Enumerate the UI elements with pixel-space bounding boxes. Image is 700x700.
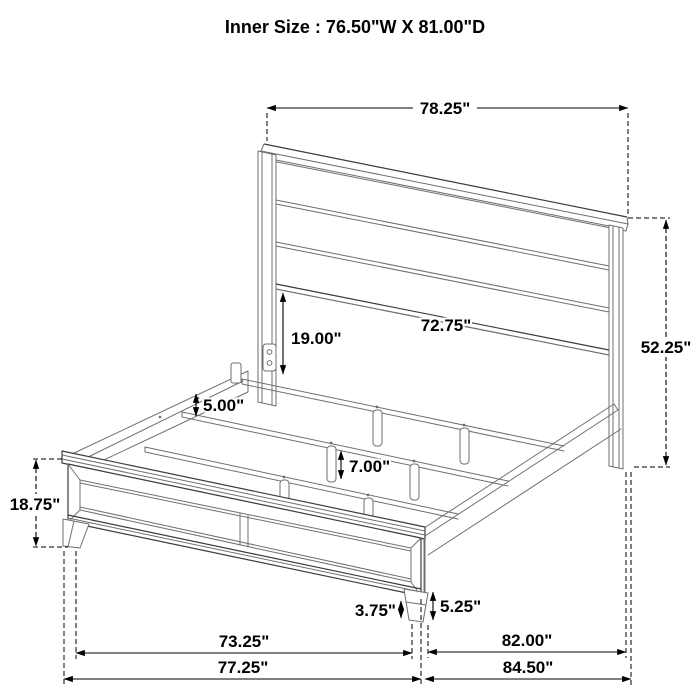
dim-support-leg-height xyxy=(341,451,390,479)
support-leg xyxy=(410,464,419,500)
dim-headboard-post-to-rail xyxy=(283,293,342,374)
dim-label-post-to-rail: 19.00" xyxy=(291,329,342,348)
dim-label-overall-length: 84.50" xyxy=(502,658,554,677)
rail-cleat-line xyxy=(80,381,243,461)
dim-footboard-height xyxy=(3,459,68,547)
dim-label-foot-height: 5.25" xyxy=(440,597,482,616)
dim-foot-height xyxy=(433,592,481,620)
side-rail-right xyxy=(421,404,621,555)
headboard xyxy=(258,144,628,469)
slat-2 xyxy=(182,412,508,486)
dim-label-support-leg-height: 7.00" xyxy=(349,457,391,476)
dim-label-foot-cap-height: 3.75" xyxy=(354,601,396,620)
screw-dot xyxy=(159,416,162,419)
dim-label-headboard-height: 52.25" xyxy=(640,338,692,357)
footboard-foot-left xyxy=(63,519,89,548)
dim-headboard-height xyxy=(628,218,698,467)
footboard-panel xyxy=(68,464,421,596)
dim-label-footboard-inner-width: 73.25" xyxy=(218,632,270,651)
rail-hook-plate xyxy=(231,363,241,383)
footboard-foot-right xyxy=(404,589,428,622)
dim-label-footboard-height: 18.75" xyxy=(9,495,61,514)
footboard xyxy=(62,451,428,622)
dim-label-footboard-width: 77.25" xyxy=(217,658,269,677)
dim-label-headboard-panel-width: 72.75" xyxy=(420,316,472,335)
dim-foot-cap-height xyxy=(355,601,401,620)
dim-overall-length xyxy=(425,472,631,685)
dim-inner-length xyxy=(428,472,626,658)
support-leg xyxy=(460,428,469,464)
support-leg xyxy=(327,446,336,482)
page-title: Inner Size : 76.50"W X 81.00"D xyxy=(224,17,486,37)
support-leg xyxy=(373,410,382,446)
dim-label-headboard-width: 78.25" xyxy=(419,99,471,118)
rail-mounting-bracket xyxy=(263,344,276,371)
dim-side-rail-height xyxy=(196,394,244,416)
dim-label-inner-length: 82.00" xyxy=(501,631,553,650)
dim-label-side-rail-height: 5.00" xyxy=(203,396,245,415)
screw-dot xyxy=(197,397,200,400)
